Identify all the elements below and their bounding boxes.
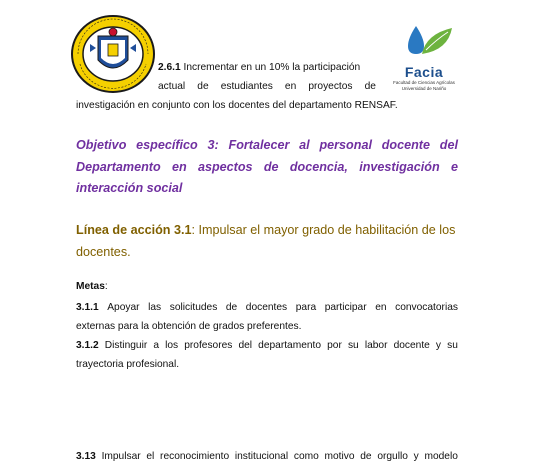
goal-row bbox=[76, 447, 458, 466]
word: participar bbox=[324, 302, 367, 313]
word: para bbox=[295, 302, 317, 313]
word: al bbox=[299, 138, 310, 152]
word: los bbox=[165, 340, 179, 351]
goal-row bbox=[76, 355, 458, 374]
goal-text-continued: trayectoria profesional. bbox=[76, 359, 180, 370]
word: docente bbox=[393, 340, 430, 351]
goal-3-1-1 bbox=[76, 298, 458, 336]
word: específico bbox=[136, 138, 198, 152]
word: Apoyar bbox=[107, 302, 140, 313]
word: el bbox=[146, 451, 155, 462]
action-line-row bbox=[76, 219, 458, 241]
goal-3-13 bbox=[76, 447, 458, 466]
word: a bbox=[153, 340, 159, 351]
word: Impulsar bbox=[101, 451, 141, 462]
action-line-3-1 bbox=[76, 219, 458, 263]
word: en bbox=[284, 81, 297, 92]
action-line-row bbox=[76, 241, 458, 263]
word: e bbox=[450, 159, 458, 174]
objective-row bbox=[76, 178, 458, 200]
goal-number: 3.1.1 bbox=[76, 302, 99, 313]
word: de bbox=[364, 81, 376, 92]
word: como bbox=[293, 451, 319, 462]
word: y bbox=[413, 451, 419, 462]
word: Departamento bbox=[76, 159, 161, 174]
leaf-drop-icon bbox=[386, 20, 462, 66]
word: investigación bbox=[359, 159, 440, 174]
goal-text: Incrementar en un 10% la participación bbox=[183, 62, 361, 73]
word: de bbox=[263, 159, 279, 174]
word: y bbox=[435, 340, 442, 351]
word: docencia, bbox=[289, 159, 348, 174]
objective-row3-text: interacción social bbox=[76, 181, 183, 195]
word: su bbox=[347, 340, 359, 351]
word: las bbox=[148, 302, 162, 313]
word: Fortalecer bbox=[228, 138, 290, 152]
metas-heading bbox=[76, 281, 108, 292]
facia-subtitle-university: Universidad de Nariño bbox=[401, 86, 447, 91]
objective-row bbox=[76, 157, 458, 179]
word: Objetivo bbox=[76, 138, 127, 152]
goal-2-6-1-line3: investigación en conjunto con los docentes del departamento RENSAF. bbox=[76, 100, 398, 111]
word: por bbox=[327, 340, 342, 351]
action-line-text: : Impulsar el mayor grado de habilitación de los bbox=[191, 223, 456, 237]
goal-row bbox=[76, 298, 458, 317]
goal-row bbox=[76, 336, 458, 355]
word: estudiantes bbox=[220, 81, 273, 92]
goal-number: 3.13 bbox=[76, 451, 96, 462]
word: aspectos bbox=[197, 159, 253, 174]
word: reconocimiento bbox=[160, 451, 230, 462]
facia-logo bbox=[386, 20, 462, 94]
metas-label: Metas bbox=[76, 281, 105, 292]
word: 3: bbox=[207, 138, 219, 152]
word: de bbox=[197, 81, 209, 92]
goal-text-continued: externas para la obtención de grados preferentes. bbox=[76, 321, 302, 332]
goal-row bbox=[76, 317, 458, 336]
word: modelo bbox=[424, 451, 458, 462]
word: convocatorias bbox=[395, 302, 458, 313]
word: motivo bbox=[324, 451, 355, 462]
word: docente bbox=[381, 138, 431, 152]
word: proyectos bbox=[308, 81, 353, 92]
word: orgullo bbox=[377, 451, 408, 462]
word: del bbox=[238, 340, 253, 351]
word: del bbox=[439, 138, 458, 152]
word: en bbox=[171, 159, 187, 174]
objective-row bbox=[76, 135, 458, 157]
word: docentes bbox=[245, 302, 288, 313]
metas-colon: : bbox=[104, 281, 108, 292]
word: profesores bbox=[184, 340, 233, 351]
goal-2-6-1-line1 bbox=[158, 62, 376, 73]
goal-2-6-1-line2 bbox=[158, 81, 376, 92]
goal-number: 3.1.2 bbox=[76, 340, 99, 351]
facia-name: Facia bbox=[404, 64, 444, 80]
word: solicitudes bbox=[169, 302, 218, 313]
action-line-label: Línea de acción 3.1 bbox=[76, 223, 192, 237]
objective-3-heading bbox=[76, 135, 458, 200]
word: en bbox=[375, 302, 387, 313]
word: Distinguir bbox=[104, 340, 148, 351]
word: personal bbox=[319, 138, 372, 152]
word: actual bbox=[158, 81, 186, 92]
word: de bbox=[360, 451, 372, 462]
word: departamento bbox=[258, 340, 322, 351]
word: su bbox=[447, 340, 458, 351]
goal-3-1-2 bbox=[76, 336, 458, 374]
word: labor bbox=[364, 340, 388, 351]
word: de bbox=[225, 302, 238, 313]
university-seal-logo bbox=[70, 14, 156, 94]
word: institucional bbox=[234, 451, 289, 462]
action-line-text-continued: docentes. bbox=[76, 245, 131, 259]
facia-subtitle: Facultad de Ciencias Agrícolas bbox=[393, 80, 455, 85]
goal-number: 2.6.1 bbox=[158, 62, 181, 73]
